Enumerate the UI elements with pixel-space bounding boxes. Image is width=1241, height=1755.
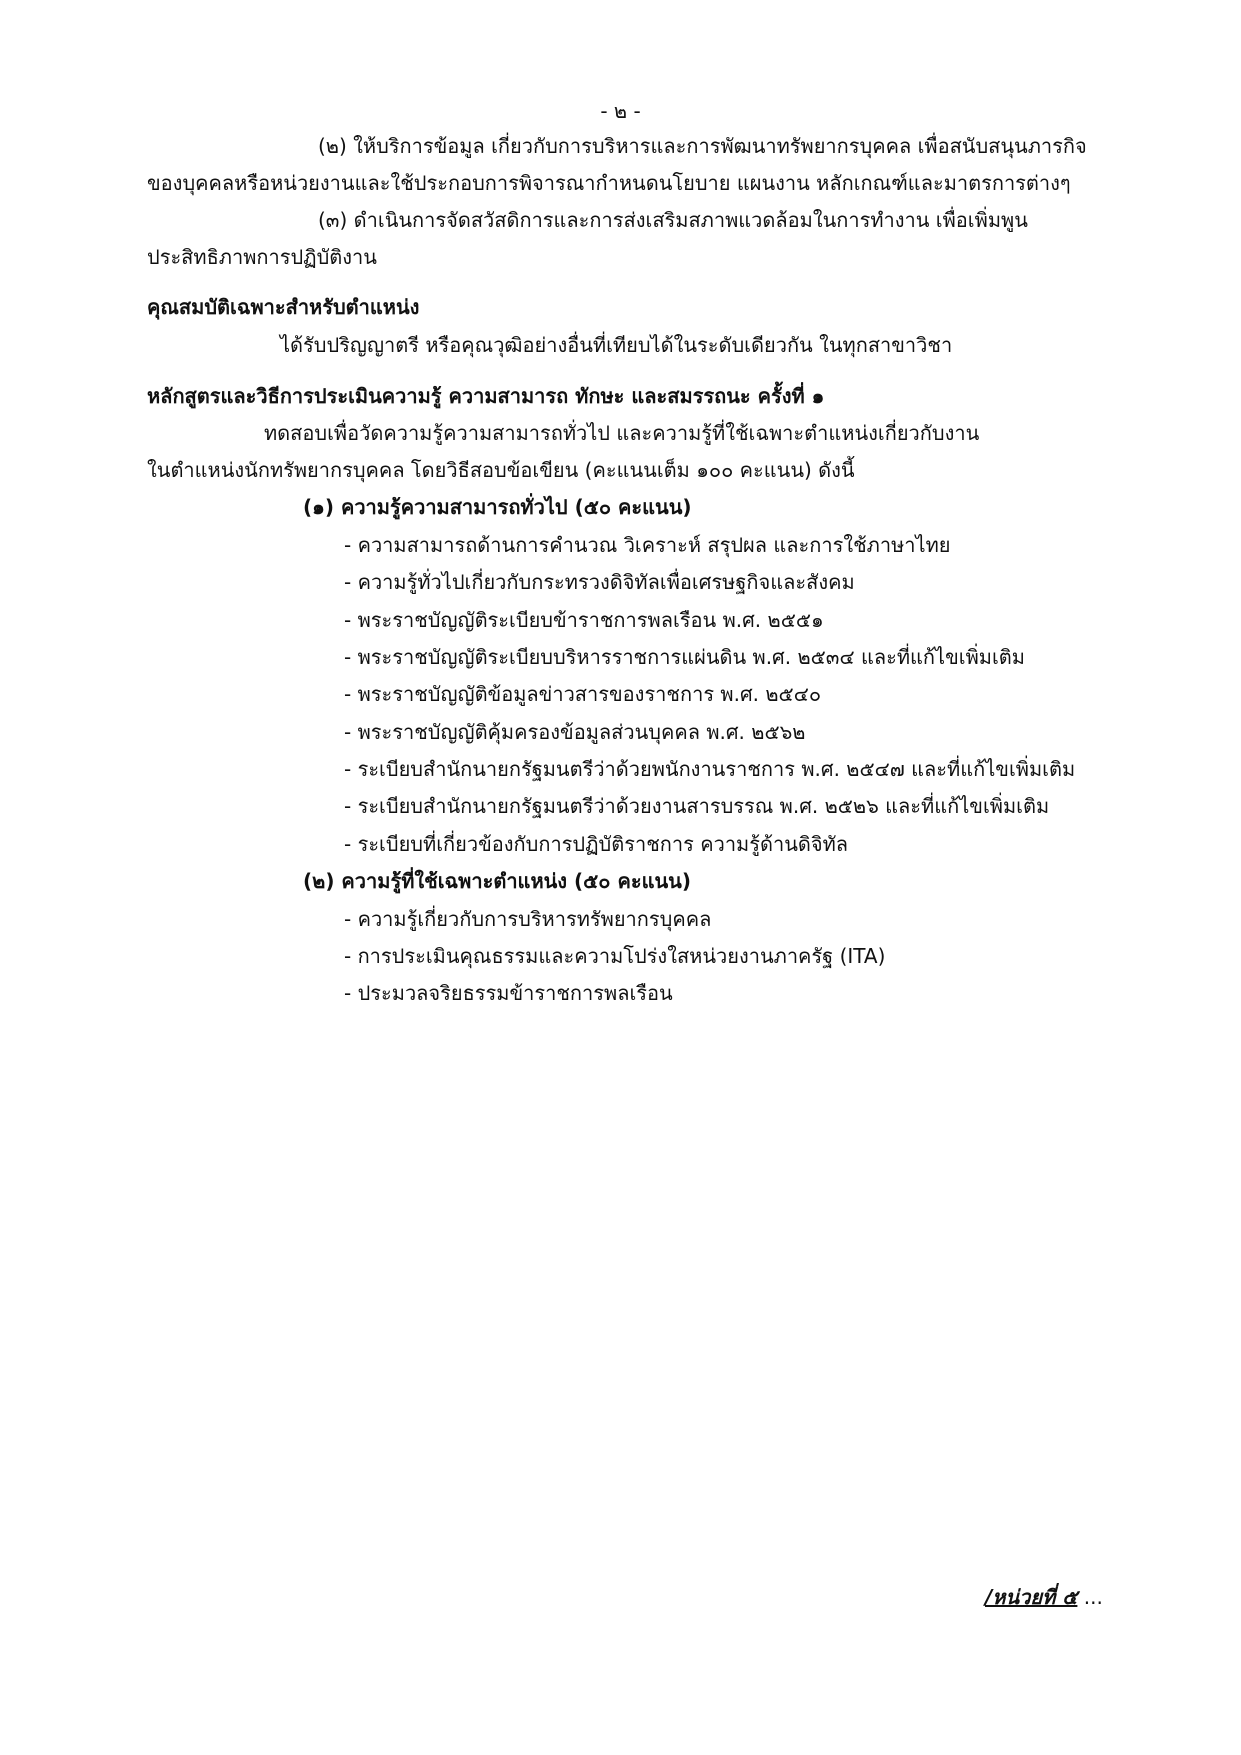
section1-item: - ความรู้ทั่วไปเกี่ยวกับกระทรวงดิจิทัลเพื่อเศรษฐกิจและสังคม [344,570,855,594]
assessment-intro-line1: ทดสอบเพื่อวัดความรู้ความสามารถทั่วไป และความรู้ที่ใช้เฉพาะตำแหน่งเกี่ยวกับงาน [264,421,980,445]
section1-item: - ระเบียบที่เกี่ยวข้องกับการปฏิบัติราชการ ความรู้ด้านดิจิทัล [344,832,849,856]
intro-item-2-line1: (๒) ให้บริการข้อมูล เกี่ยวกับการบริหารและการพัฒนาทรัพยากรบุคคล เพื่อสนับสนุนภารกิจ [318,134,1087,158]
section1-item: - พระราชบัญญัติคุ้มครองข้อมูลส่วนบุคคล พ.ศ. ๒๕๖๒ [344,720,806,744]
section2-item: - ประมวลจริยธรรมข้าราชการพลเรือน [344,981,673,1005]
section1-item: - ระเบียบสำนักนายกรัฐมนตรีว่าด้วยงานสารบรรณ พ.ศ. ๒๕๒๖ และที่แก้ไขเพิ่มเติม [344,794,1050,818]
page-footer [985,1582,1103,1612]
intro-item-3-line2: ประสิทธิภาพการปฏิบัติงาน [147,245,377,269]
page-number: - ๒ - [600,99,641,123]
section1-item: - พระราชบัญญัติระเบียบบริหารราชการแผ่นดิน พ.ศ. ๒๕๓๔ และที่แก้ไขเพิ่มเติม [344,645,1025,669]
section1-item: - พระราชบัญญัติระเบียบข้าราชการพลเรือน พ.ศ. ๒๕๕๑ [344,608,824,632]
section1-item: - พระราชบัญญัติข้อมูลข่าวสารของราชการ พ.ศ. ๒๕๔๐ [344,682,822,706]
intro-item-3-line1: (๓) ดำเนินการจัดสวัสดิการและการส่งเสริมสภาพแวดล้อมในการทำงาน เพื่อเพิ่มพูน [318,208,1028,232]
section1-item: - ระเบียบสำนักนายกรัฐมนตรีว่าด้วยพนักงานราชการ พ.ศ. ๒๕๔๗ และที่แก้ไขเพิ่มเติม [344,757,1076,781]
assessment-intro-line2: ในตำแหน่งนักทรัพยากรบุคคล โดยวิธีสอบข้อเขียน (คะแนนเต็ม ๑๐๐ คะแนน) ดังนี้ [147,458,855,482]
qualifications-heading: คุณสมบัติเฉพาะสำหรับตำแหน่ง [147,295,420,319]
assessment-heading: หลักสูตรและวิธีการประเมินความรู้ ความสามารถ ทักษะ และสมรรถนะ ครั้งที่ ๑ [147,384,825,408]
footer-ellipsis: ... [1083,1585,1103,1609]
continuation-link[interactable]: /หน่วยที่ ๕ [985,1585,1078,1609]
section2-item: - ความรู้เกี่ยวกับการบริหารทรัพยากรบุคคล [344,907,712,931]
section2-item: - การประเมินคุณธรรมและความโปร่งใสหน่วยงานภาครัฐ (ITA) [344,944,886,968]
section1-heading: (๑) ความรู้ความสามารถทั่วไป (๕๐ คะแนน) [303,495,692,519]
intro-item-2-line2: ของบุคคลหรือหน่วยงานและใช้ประกอบการพิจารณากำหนดนโยบาย แผนงาน หลักเกณฑ์และมาตรการต่างๆ [147,171,1071,195]
section1-item: - ความสามารถด้านการคำนวณ วิเคราะห์ สรุปผล และการใช้ภาษาไทย [344,533,951,557]
qualifications-text: ได้รับปริญญาตรี หรือคุณวุฒิอย่างอื่นที่เทียบได้ในระดับเดียวกัน ในทุกสาขาวิชา [280,333,953,357]
section2-heading: (๒) ความรู้ที่ใช้เฉพาะตำแหน่ง (๕๐ คะแนน) [303,869,691,893]
